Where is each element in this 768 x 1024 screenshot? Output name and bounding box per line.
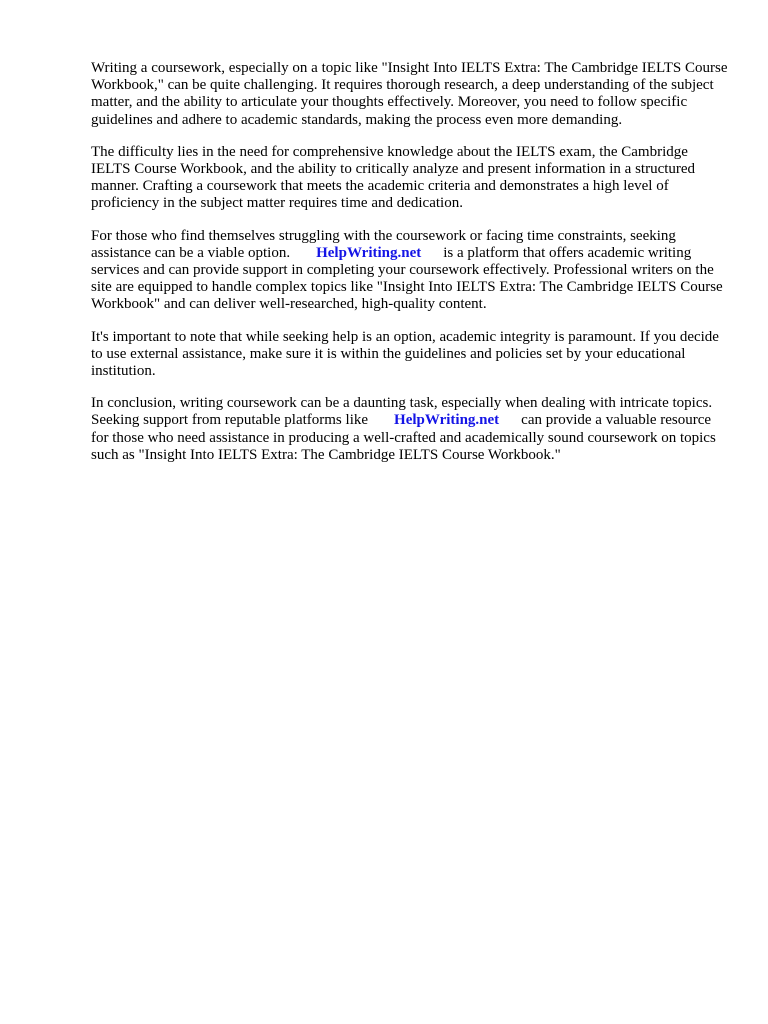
helpwriting-link-conclusion[interactable]: HelpWriting.net [394,412,500,429]
paragraph-intro: Writing a coursework, especially on a topic like "Insight Into IELTS Extra: The Cambridge IELTS Course Workbook," can be quite challenging. It requires thorough research, a deep understanding of the subject matter, and the ability to articulate your thoughts effectively. Moreover, you need to follow specific guidelines and adhere to academic standards, making the process even more demanding. [91,60,728,128]
paragraph-assistance-after: is a platform that offers academic writing services and can provide support in completing your coursework effectively. Professional writers on the site are equipped to handle complex topics like "Insight Into IELTS Extra: The Cambridge IELTS Course Workbook" and can deliver well-researched, high-quality content. [91,244,723,313]
paragraph-integrity: It's important to note that while seeking help is an option, academic integrity is paramount. If you decide to use external assistance, make sure it is within the guidelines and policies set by your educational institution. [91,328,719,380]
paragraph-conclusion-before: In conclusion, writing coursework can be a daunting task, especially when dealing with intricate topics. Seeking support from reputable platforms like [91,395,713,429]
paragraph-assistance-before: For those who find themselves struggling with the coursework or facing time constraints, seeking assistance can be a viable option. [91,227,676,261]
paragraph-difficulty: The difficulty lies in the need for comprehensive knowledge about the IELTS exam, the Cambridge IELTS Course Workbook, and the ability to critically analyze and present information in a structured manner. Crafting a coursework that meets the academic criteria and demonstrates a high level of proficiency in the subject matter requires time and dedication. [91,143,696,212]
paragraph-conclusion-after: can provide a valuable resource for those who need assistance in producing a well-crafted and academically sound coursework on topics such as "Insight Into IELTS Extra: The Cambridge IELTS Course Workbook." [91,412,716,463]
helpwriting-link[interactable]: HelpWriting.net [316,244,422,261]
paragraph-assistance [91,228,731,314]
document-body [91,60,731,479]
paragraph-conclusion [91,395,731,464]
